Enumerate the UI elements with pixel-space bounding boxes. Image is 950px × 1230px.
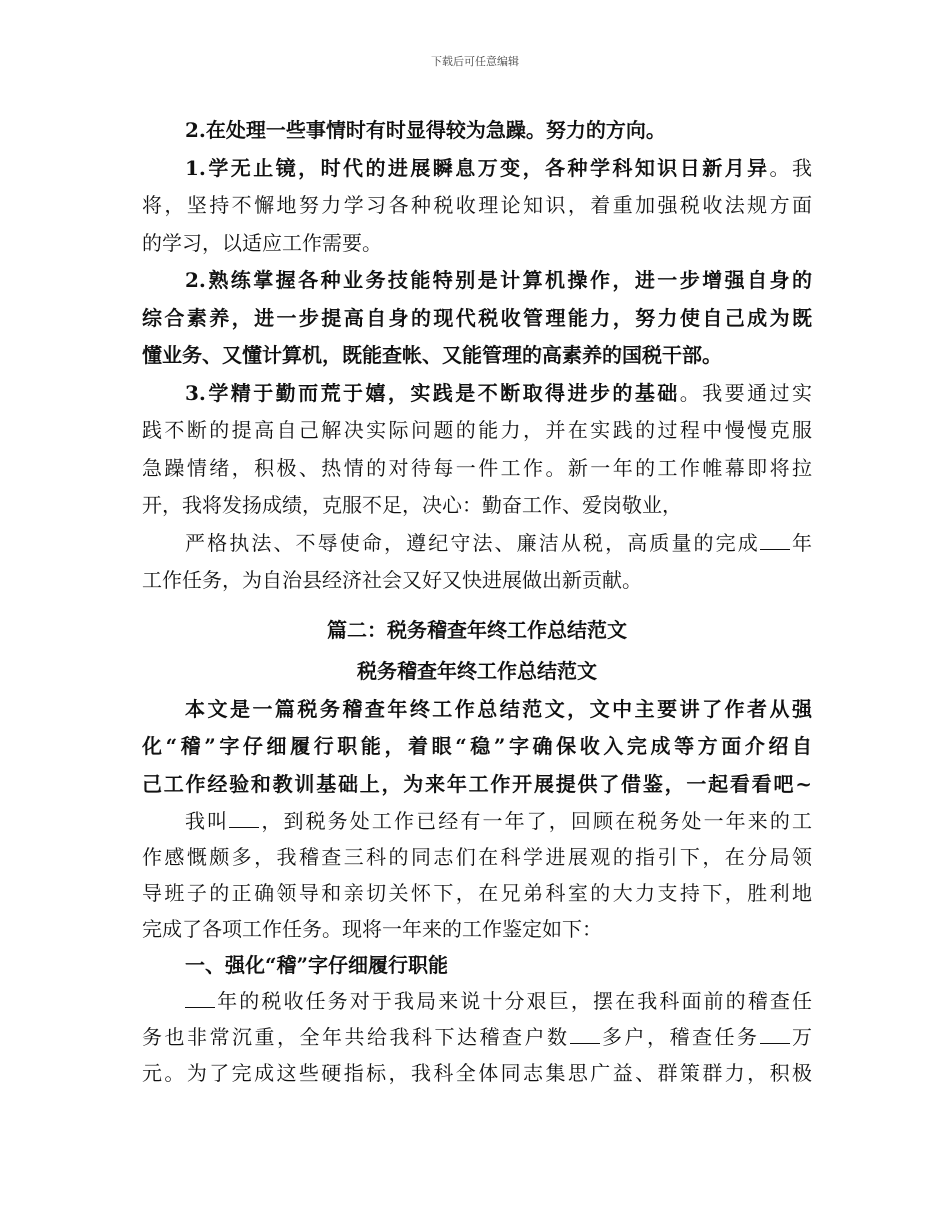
direction-item-1-line-2: 将，坚持不懈地努力学习各种税收理论知识，着重加强税收法规方面 xyxy=(142,193,812,217)
task-paragraph-line-3: 元。为了完成这些硬指标，我科全体同志集思广益、群策群力，积极 xyxy=(142,1061,812,1085)
direction-item-2-line-3: 懂业务、又懂计算机，既能查帐、又能管理的高素养的国税干部。 xyxy=(142,343,722,367)
direction-item-1-text: 。我 xyxy=(769,155,812,180)
report-text-b: ，到税务处工作已经有一年了，回顾在税务处一年来的工 xyxy=(259,809,812,833)
blank-underline xyxy=(570,1025,600,1044)
direction-item-3-line-3: 急躁情绪，积极、热情的对待每一件工作。新一年的工作帷幕即将拉 xyxy=(142,455,812,480)
intro-line-3: 己工作经验和教训基础上，为来年工作开展提供了借鉴，一起看看吧~ xyxy=(142,771,812,796)
direction-item-2-line-2: 综合素养，进一步提高自身的现代税收管理能力，努力使自己成为既 xyxy=(142,305,812,330)
direction-item-3-text: 。我要通过实 xyxy=(679,380,812,405)
report-paragraph-line-1 xyxy=(142,803,812,839)
task-paragraph-line-2 xyxy=(142,1019,812,1055)
blank-underline xyxy=(760,1025,790,1044)
direction-item-1-line-1 xyxy=(142,150,812,188)
intro-line-2: 化“稽”字仔细履行职能，着眼“稳”字确保收入完成等方面介绍自 xyxy=(142,734,812,758)
weakness-item-2: 2.在处理一些事情时有时显得较为急躁。努力的方向。 xyxy=(185,118,666,142)
report-paragraph-line-3: 导班子的正确领导和亲切关怀下，在兄弟科室的大力支持下，胜利地 xyxy=(142,881,812,905)
closing-text-a: 严格执法、不辱使命，遵纪守法、廉洁从税，高质量的完成 xyxy=(185,530,760,555)
article-title: 税务稽查年终工作总结范文 xyxy=(357,659,597,683)
document-body xyxy=(142,112,812,1091)
direction-item-3-heading: 3.学精于勤而荒于嬉，实践是不断取得进步的基础 xyxy=(185,380,680,405)
intro-line-1: 本文是一篇税务稽查年终工作总结范文，文中主要讲了作者从强 xyxy=(185,696,812,721)
direction-item-1-heading: 1.学无止镜，时代的进展瞬息万变，各种学科知识日新月异 xyxy=(185,155,770,180)
blank-underline xyxy=(229,809,259,828)
task-text-d: 万 xyxy=(789,1025,812,1049)
page-header: 下载后可任意编辑 xyxy=(431,55,519,68)
direction-item-3-line-1 xyxy=(142,375,812,413)
blank-underline xyxy=(760,531,790,550)
direction-item-3-line-2: 践不断的提高自己解决实际问题的能力，并在实践的过程中慢慢克服 xyxy=(142,418,812,442)
direction-item-1-line-3: 的学习，以适应工作需要。 xyxy=(142,230,382,255)
report-paragraph-line-4: 完成了各项工作任务。现将一年来的工作鉴定如下： xyxy=(142,917,602,941)
report-paragraph-line-2: 作感慨颇多，我稽查三科的同志们在科学进展观的指引下，在分局领 xyxy=(142,845,812,869)
direction-item-2-line-1: 2.熟练掌握各种业务技能特别是计算机操作，进一步增强自身的 xyxy=(185,268,812,292)
task-text-b: 务也非常沉重，全年共给我科下达稽查户数 xyxy=(142,1025,570,1049)
closing-paragraph-line-1 xyxy=(142,525,812,563)
direction-item-3-line-4: 开，我将发扬成绩，克服不足，决心：勤奋工作、爱岗敬业， xyxy=(142,493,682,517)
closing-text-b: 年 xyxy=(789,530,812,555)
closing-paragraph-line-2: 工作任务，为自治县经济社会又好又快进展做出新贡献。 xyxy=(142,568,642,592)
blank-underline xyxy=(185,989,215,1008)
task-text-a: 年的税收任务对于我局来说十分艰巨，摆在我科面前的稽查任 xyxy=(215,989,812,1013)
report-text-a: 我叫 xyxy=(185,809,230,833)
task-paragraph-line-1 xyxy=(142,983,812,1019)
section-heading: 篇二：税务稽查年终工作总结范文 xyxy=(327,617,627,642)
subsection-heading-1: 一、强化“稽”字仔细履行职能 xyxy=(185,953,449,977)
task-text-c: 多户，稽查任务 xyxy=(599,1025,760,1049)
